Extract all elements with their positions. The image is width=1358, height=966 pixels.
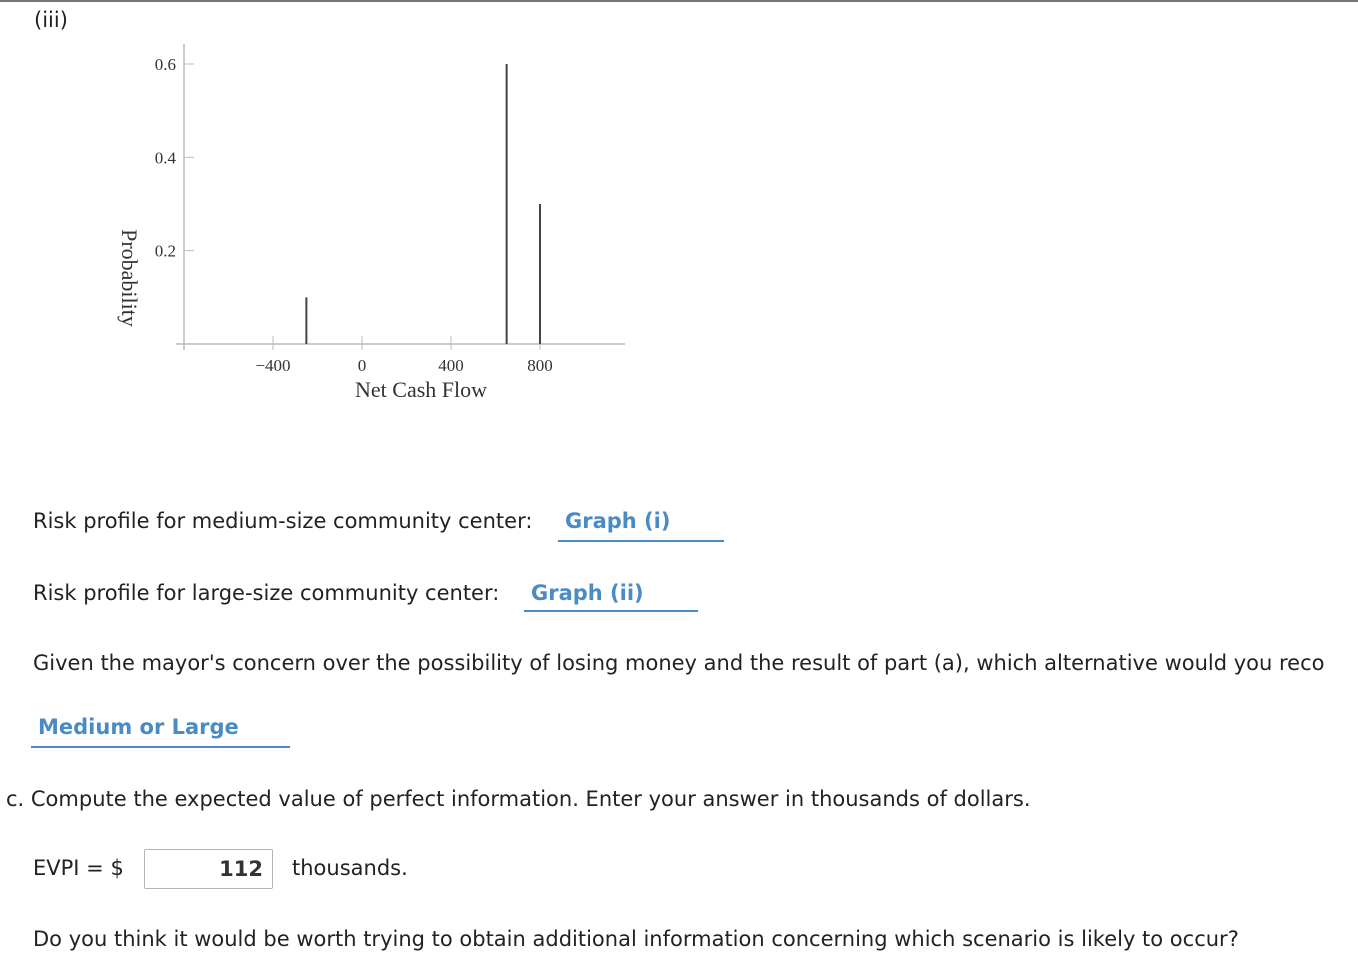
part-label: (iii) <box>34 8 68 32</box>
medium-risk-answer-dropdown[interactable]: Graph (i) <box>558 509 724 542</box>
large-risk-answer-dropdown[interactable]: Graph (ii) <box>524 581 698 612</box>
evpi-input[interactable]: 112 <box>144 849 273 889</box>
y-axis-title: Probability <box>117 229 142 327</box>
mayor-question-text: Given the mayor's concern over the possibility of losing money and the result of part (a), which alternative would you reco <box>33 651 1325 675</box>
risk-profile-chart <box>0 0 640 420</box>
large-risk-label: Risk profile for large-size community center: <box>33 581 500 605</box>
x-axis-title: Net Cash Flow <box>355 377 487 402</box>
y-tick-label: 0.4 <box>154 148 176 168</box>
evpi-unit-label: thousands. <box>292 856 408 880</box>
alternative-answer-dropdown[interactable]: Medium or Large <box>31 715 290 748</box>
x-tick-label: 800 <box>527 356 553 375</box>
medium-risk-label: Risk profile for medium-size community center: <box>33 509 533 533</box>
x-tick-label: 0 <box>357 356 367 375</box>
x-tick-label: 400 <box>438 356 464 375</box>
part-c-prompt: c. Compute the expected value of perfect information. Enter your answer in thousands of dollars. <box>6 787 1031 811</box>
final-question-text: Do you think it would be worth trying to obtain additional information concerning which scenario is likely to occur? <box>33 927 1239 951</box>
x-tick-label: −400 <box>255 356 291 375</box>
evpi-label: EVPI = $ <box>33 856 124 880</box>
y-tick-label: 0.2 <box>154 241 176 261</box>
y-tick-label: 0.6 <box>154 54 176 74</box>
